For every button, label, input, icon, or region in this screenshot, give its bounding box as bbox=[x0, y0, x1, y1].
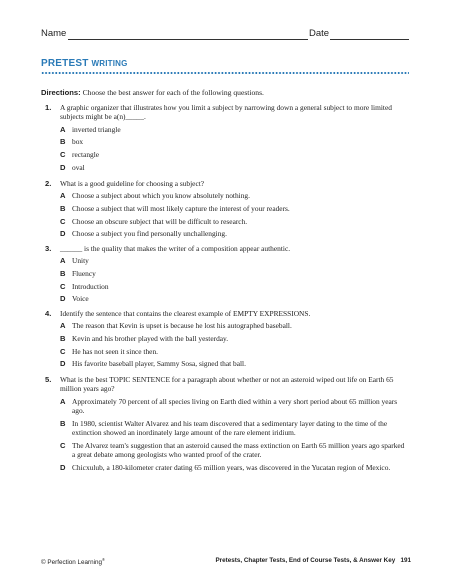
option-letter: D bbox=[60, 462, 66, 472]
options bbox=[60, 256, 411, 303]
copyright-text: © Perfection Learning bbox=[41, 559, 102, 567]
option-a[interactable] bbox=[60, 191, 409, 200]
option-letter: A bbox=[60, 124, 66, 134]
section-title bbox=[41, 58, 128, 69]
options bbox=[60, 321, 411, 368]
page-number: 191 bbox=[400, 557, 411, 564]
option-text: Approximately 70 percent of all species living on Earth died within a very short period about 65 million years ago. bbox=[72, 396, 398, 416]
option-letter: C bbox=[60, 346, 66, 356]
question-number: 5. bbox=[45, 375, 52, 384]
option-letter: B bbox=[60, 269, 66, 278]
option-letter: B bbox=[60, 334, 66, 343]
question-text: A graphic organizer that illustrates how you limit a subject by narrowing down a general subject to more limited subjects might be a(n)_____. bbox=[60, 103, 392, 122]
option-text: Choose a subject about which you know absolutely nothing. bbox=[72, 191, 250, 201]
option-text: In 1980, scientist Walter Alvarez and his team discovered that a sedimentary layer dating to the time of the extinction showed an inordinately large amount of the rare element iridium. bbox=[72, 418, 388, 438]
option-c[interactable] bbox=[60, 217, 409, 226]
option-text: The reason that Kevin is upset is because he lost his autographed baseball. bbox=[72, 321, 292, 331]
question-4 bbox=[41, 309, 411, 372]
footer-copyright bbox=[41, 557, 105, 566]
option-text: Kevin and his brother played with the ball yesterday. bbox=[72, 334, 229, 343]
option-letter: B bbox=[60, 418, 66, 428]
date-label: Date bbox=[309, 28, 330, 39]
option-text: Unity bbox=[72, 256, 89, 266]
option-text: Introduction bbox=[72, 281, 109, 291]
question-text: What is the best TOPIC SENTENCE for a paragraph about whether or not an asteroid wiped out life on Earth 65 million years ago? bbox=[60, 375, 394, 394]
registered-mark: ® bbox=[102, 557, 105, 562]
page-footer bbox=[41, 557, 411, 567]
option-c[interactable] bbox=[60, 150, 409, 159]
directions bbox=[41, 88, 411, 98]
name-field[interactable] bbox=[68, 39, 308, 40]
option-letter: A bbox=[60, 256, 66, 266]
option-a[interactable] bbox=[60, 397, 409, 416]
directions-text: Choose the best answer for each of the following questions. bbox=[82, 88, 264, 97]
option-text: Choose an obscure subject that will be difficult to research. bbox=[72, 216, 248, 226]
option-c[interactable] bbox=[60, 347, 409, 356]
option-letter: A bbox=[60, 396, 66, 406]
option-text: Choose a subject that will most likely capture the interest of your readers. bbox=[72, 204, 290, 213]
question-number: 2. bbox=[45, 179, 52, 188]
option-a[interactable] bbox=[60, 256, 409, 265]
option-text: box bbox=[72, 137, 84, 147]
option-letter: B bbox=[60, 204, 66, 213]
dotted-divider bbox=[41, 72, 409, 74]
option-letter: A bbox=[60, 321, 66, 331]
section-title-first: PRETEST bbox=[41, 58, 89, 69]
option-c[interactable] bbox=[60, 441, 409, 460]
option-b[interactable] bbox=[60, 419, 409, 438]
option-letter: C bbox=[60, 216, 66, 226]
option-text: oval bbox=[72, 162, 85, 172]
option-b[interactable] bbox=[60, 137, 409, 146]
option-text: His favorite baseball player, Sammy Sosa, signed that ball. bbox=[72, 359, 246, 369]
name-date-line bbox=[41, 28, 409, 42]
option-a[interactable] bbox=[60, 125, 409, 134]
option-b[interactable] bbox=[60, 334, 409, 343]
question-text: What is a good guideline for choosing a subject? bbox=[60, 179, 205, 188]
option-b[interactable] bbox=[60, 204, 409, 213]
question-3 bbox=[41, 244, 411, 307]
question-1 bbox=[41, 103, 411, 175]
option-letter: C bbox=[60, 150, 66, 159]
option-d[interactable] bbox=[60, 463, 409, 472]
option-letter: D bbox=[60, 359, 66, 369]
question-2 bbox=[41, 179, 411, 242]
option-letter: D bbox=[60, 229, 66, 239]
option-text: Chicxulub, a 180-kilometer crater dating 65 million years, was discovered in the Yucatan region of Mexico. bbox=[72, 462, 391, 472]
option-d[interactable] bbox=[60, 294, 409, 303]
question-number: 3. bbox=[45, 244, 52, 253]
option-text: The Alvarez team's suggestion that an asteroid caused the mass extinction on Earth 65 million years ago sparked a great debate among geologists who wanted proof of the crater. bbox=[72, 440, 405, 460]
option-letter: B bbox=[60, 137, 66, 147]
question-text: ______ is the quality that makes the writer of a composition appear authentic. bbox=[60, 244, 291, 253]
question-number: 1. bbox=[45, 103, 52, 112]
option-letter: C bbox=[60, 281, 66, 291]
option-letter: C bbox=[60, 440, 66, 450]
options bbox=[60, 125, 411, 172]
option-text: Voice bbox=[72, 294, 89, 304]
option-letter: D bbox=[60, 294, 66, 304]
footer-book-title: Pretests, Chapter Tests, End of Course Tests, & Answer Key bbox=[215, 557, 396, 564]
directions-label: Directions: bbox=[41, 88, 81, 97]
option-d[interactable] bbox=[60, 359, 409, 368]
option-d[interactable] bbox=[60, 229, 409, 238]
option-letter: D bbox=[60, 162, 66, 172]
option-c[interactable] bbox=[60, 282, 409, 291]
section-title-second: WRITING bbox=[91, 59, 128, 68]
question-number: 4. bbox=[45, 309, 52, 318]
question-text: Identify the sentence that contains the clearest example of EMPTY EXPRESSIONS. bbox=[60, 309, 311, 318]
option-text: Choose a subject you find personally unchallenging. bbox=[72, 229, 227, 239]
name-label: Name bbox=[41, 28, 67, 39]
option-text: He has not seen it since then. bbox=[72, 346, 158, 356]
options bbox=[60, 191, 411, 238]
option-d[interactable] bbox=[60, 163, 409, 172]
option-text: inverted triangle bbox=[72, 124, 121, 134]
option-a[interactable] bbox=[60, 321, 409, 330]
option-letter: A bbox=[60, 191, 66, 201]
options bbox=[60, 397, 411, 472]
option-b[interactable] bbox=[60, 269, 409, 278]
question-5 bbox=[41, 375, 411, 475]
option-text: Fluency bbox=[72, 269, 96, 278]
option-text: rectangle bbox=[72, 150, 100, 159]
footer-right bbox=[215, 557, 411, 564]
date-field[interactable] bbox=[330, 39, 409, 40]
